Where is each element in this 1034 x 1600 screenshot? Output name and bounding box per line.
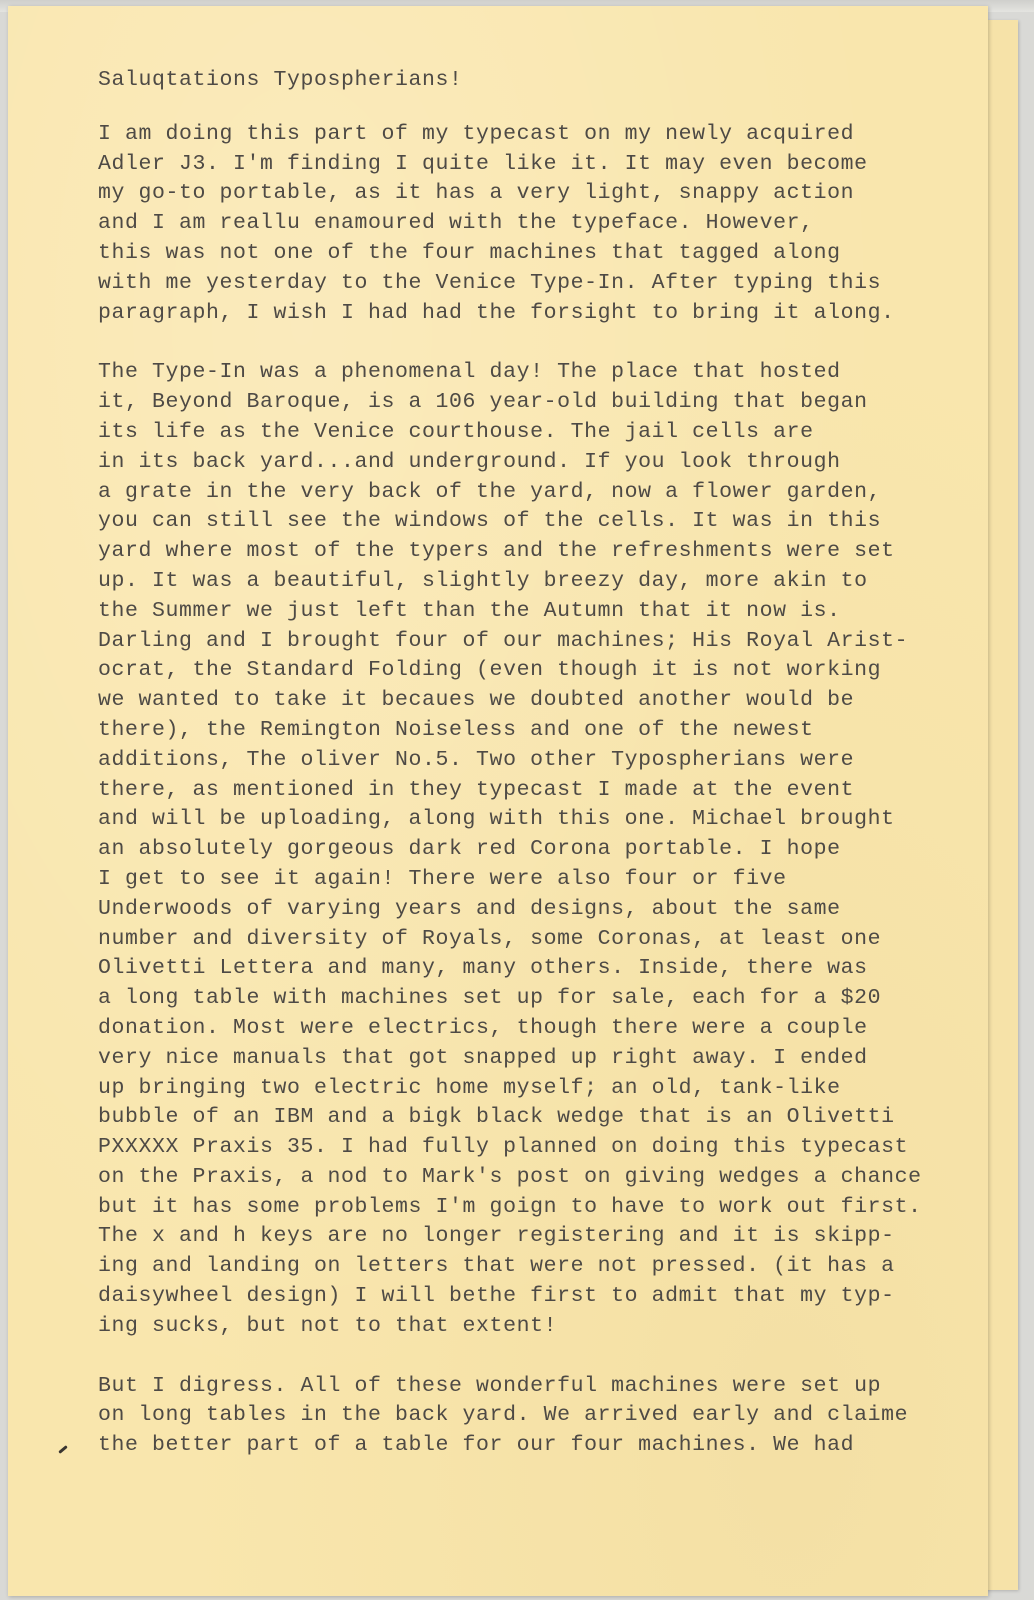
text-line: daisywheel design) I will bethe first to admit that my typ- — [98, 1284, 895, 1309]
text-line: and will be uploading, along with this one. Michael brought — [98, 807, 895, 832]
text-line: number and diversity of Royals, some Coronas, at least one — [98, 926, 882, 951]
text-line: the Summer we just left than the Autumn that it now is. — [98, 598, 841, 623]
text-line: on long tables in the back yard. We arrived early and claime — [98, 1403, 909, 1428]
text-line: you can still see the windows of the cells. It was in this — [98, 509, 882, 534]
text-line: The x and h keys are no longer registering and it is skipp- — [98, 1224, 895, 1249]
text-line: there), the Remington Noiseless and one of the newest — [98, 717, 814, 742]
text-line: its life as the Venice courthouse. The jail cells are — [98, 419, 814, 444]
text-line: I am doing this part of my typecast on my newly acquired — [98, 121, 855, 146]
text-line: Underwoods of varying years and designs, about the same — [98, 896, 841, 921]
text-line: paragraph, I wish I had had the forsight to bring it along. — [98, 300, 895, 325]
text-line: Darling and I brought four of our machines; His Royal Arist- — [98, 628, 909, 653]
paragraph-1 — [98, 120, 998, 329]
text-line: The Type-In was a phenomenal day! The place that hosted — [98, 360, 841, 385]
text-line: in its back yard...and underground. If you look through — [98, 449, 841, 474]
text-line: ing sucks, but not to that extent! — [98, 1313, 558, 1338]
text-line: ing and landing on letters that were not pressed. (it has a — [98, 1254, 895, 1279]
text-line: yard where most of the typers and the refreshments were set — [98, 539, 895, 564]
text-line: an absolutely gorgeous dark red Corona portable. I hope — [98, 837, 841, 862]
text-line: and I am reallu enamoured with the typeface. However, — [98, 211, 814, 236]
text-line: up. It was a beautiful, slightly breezy day, more akin to — [98, 568, 868, 593]
text-line: I get to see it again! There were also four or five — [98, 866, 787, 891]
text-line: a long table with machines set up for sale, each for a $20 — [98, 986, 882, 1011]
text-line: But I digress. All of these wonderful machines were set up — [98, 1373, 882, 1398]
text-line: bubble of an IBM and a bigk black wedge that is an Olivetti — [98, 1105, 895, 1130]
text-line: the better part of a table for our four machines. We had — [98, 1433, 855, 1458]
text-line: we wanted to take it becaues we doubted another would be — [98, 688, 855, 713]
text-line: on the Praxis, a nod to Mark's post on giving wedges a chance — [98, 1164, 922, 1189]
text-line: up bringing two electric home myself; an old, tank-like — [98, 1075, 841, 1100]
typed-letter-page — [8, 6, 988, 1596]
text-line: it, Beyond Baroque, is a 106 year-old building that began — [98, 390, 868, 415]
text-line: there, as mentioned in they typecast I made at the event — [98, 777, 855, 802]
text-line: very nice manuals that got snapped up right away. I ended — [98, 1045, 868, 1070]
text-line: this was not one of the four machines that tagged along — [98, 240, 841, 265]
paragraph-2 — [98, 358, 998, 1341]
text-line: ocrat, the Standard Folding (even though it is not working — [98, 658, 882, 683]
text-line: my go-to portable, as it has a very light, snappy action — [98, 181, 855, 206]
text-line: PXXXXX Praxis 35. I had fully planned on doing this typecast — [98, 1135, 909, 1160]
text-line: additions, The oliver No.5. Two other Typospherians were — [98, 747, 855, 772]
text-line: a grate in the very back of the yard, now a flower garden, — [98, 479, 882, 504]
text-line: with me yesterday to the Venice Type-In. After typing this — [98, 270, 882, 295]
text-line: Adler J3. I'm finding I quite like it. It may even become — [98, 151, 868, 176]
paragraph-3 — [98, 1372, 998, 1461]
text-line: Olivetti Lettera and many, many others. Inside, there was — [98, 956, 868, 981]
greeting: Saluqtations Typospherians! — [98, 68, 463, 92]
text-line: donation. Most were electrics, though there were a couple — [98, 1015, 868, 1040]
text-line: but it has some problems I'm goign to have to work out first. — [98, 1194, 922, 1219]
letter-body — [98, 66, 998, 1491]
